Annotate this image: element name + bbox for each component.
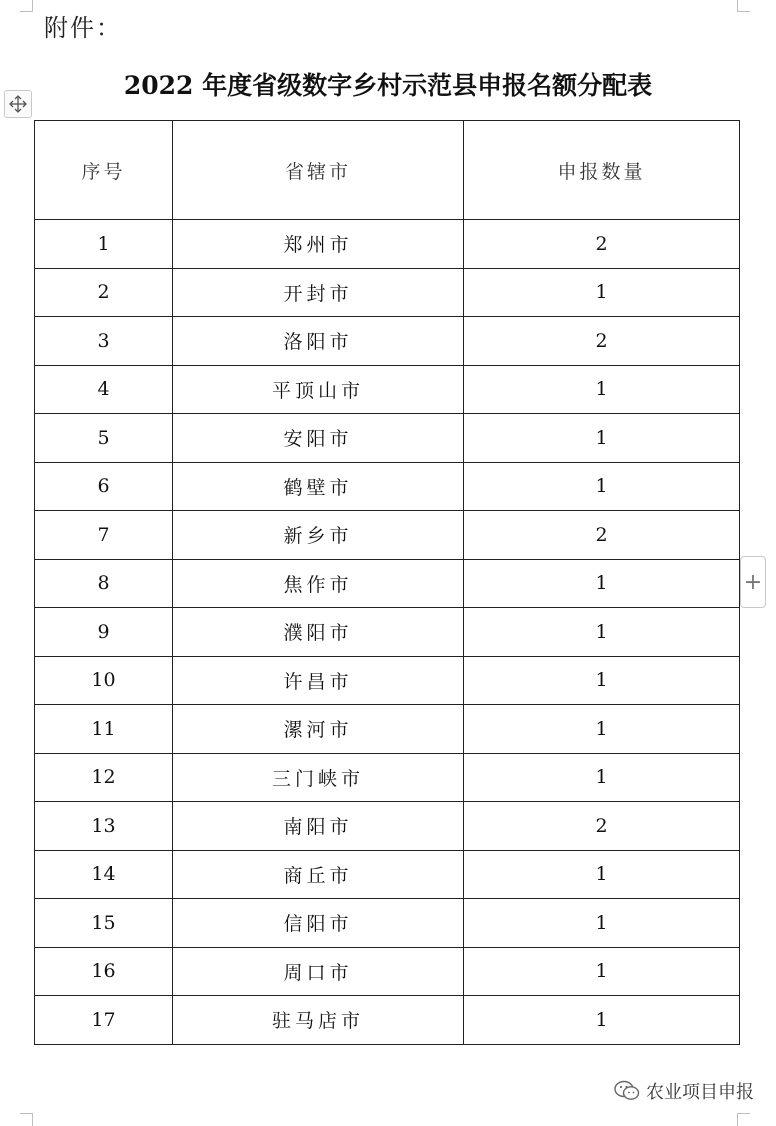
table-row (35, 996, 740, 1045)
table-row (35, 850, 740, 899)
add-row-button[interactable] (740, 556, 766, 608)
wechat-icon (614, 1080, 640, 1102)
cell-quota: 1 (464, 850, 740, 899)
cell-city: 周口市 (173, 947, 464, 996)
cell-no: 16 (35, 947, 173, 996)
cell-no: 15 (35, 899, 173, 948)
cell-no: 7 (35, 511, 173, 560)
cell-no: 11 (35, 705, 173, 754)
cell-quota: 1 (464, 996, 740, 1045)
cell-quota: 1 (464, 462, 740, 511)
table-row (35, 608, 740, 657)
attachment-label: 附件： (44, 14, 122, 42)
cell-quota: 1 (464, 705, 740, 754)
cell-quota: 1 (464, 947, 740, 996)
cell-no: 17 (35, 996, 173, 1045)
table-row (35, 559, 740, 608)
table-row (35, 317, 740, 366)
table-row (35, 268, 740, 317)
cell-no: 10 (35, 656, 173, 705)
cell-city: 商丘市 (173, 850, 464, 899)
cell-no: 4 (35, 365, 173, 414)
cell-quota: 1 (464, 656, 740, 705)
cell-city: 洛阳市 (173, 317, 464, 366)
cell-quota: 1 (464, 559, 740, 608)
table-row (35, 705, 740, 754)
table-row (35, 414, 740, 463)
cell-city: 南阳市 (173, 802, 464, 851)
cell-no: 3 (35, 317, 173, 366)
cell-quota: 2 (464, 802, 740, 851)
cell-quota: 1 (464, 414, 740, 463)
cell-quota: 1 (464, 268, 740, 317)
cell-quota: 1 (464, 899, 740, 948)
page-corner-mark (20, 1113, 33, 1126)
table-move-handle[interactable] (4, 90, 32, 118)
cell-no: 14 (35, 850, 173, 899)
cell-no: 1 (35, 220, 173, 269)
cell-no: 12 (35, 753, 173, 802)
table-row (35, 899, 740, 948)
watermark-text: 农业项目申报 (646, 1082, 754, 1103)
cell-city: 鹤壁市 (173, 462, 464, 511)
cell-quota: 2 (464, 220, 740, 269)
move-arrows-icon (8, 94, 28, 114)
cell-no: 13 (35, 802, 173, 851)
cell-city: 安阳市 (173, 414, 464, 463)
cell-no: 5 (35, 414, 173, 463)
table-row (35, 365, 740, 414)
table-row (35, 220, 740, 269)
table-row (35, 947, 740, 996)
page-corner-mark (737, 1113, 750, 1126)
column-header-no: 序号 (35, 121, 173, 220)
cell-city: 开封市 (173, 268, 464, 317)
quota-table (34, 120, 740, 1045)
plus-icon: + (743, 569, 763, 595)
table-row (35, 753, 740, 802)
column-header-city: 省辖市 (173, 121, 464, 220)
watermark (614, 1078, 754, 1104)
cell-city: 三门峡市 (173, 753, 464, 802)
document-title: 2022 年度省级数字乡村示范县申报名额分配表 (123, 71, 653, 100)
table-header-row (35, 121, 740, 220)
cell-quota: 2 (464, 511, 740, 560)
table-row (35, 462, 740, 511)
cell-city: 驻马店市 (173, 996, 464, 1045)
cell-quota: 1 (464, 365, 740, 414)
table-row (35, 802, 740, 851)
page-corner-mark (20, 0, 33, 12)
cell-no: 9 (35, 608, 173, 657)
cell-city: 濮阳市 (173, 608, 464, 657)
cell-no: 6 (35, 462, 173, 511)
cell-city: 许昌市 (173, 656, 464, 705)
cell-city: 漯河市 (173, 705, 464, 754)
cell-quota: 1 (464, 753, 740, 802)
cell-city: 新乡市 (173, 511, 464, 560)
cell-city: 平顶山市 (173, 365, 464, 414)
cell-no: 8 (35, 559, 173, 608)
cell-quota: 2 (464, 317, 740, 366)
table-row (35, 511, 740, 560)
table-row (35, 656, 740, 705)
column-header-quota: 申报数量 (464, 121, 740, 220)
cell-no: 2 (35, 268, 173, 317)
cell-quota: 1 (464, 608, 740, 657)
cell-city: 信阳市 (173, 899, 464, 948)
cell-city: 郑州市 (173, 220, 464, 269)
page-corner-mark (737, 0, 750, 12)
cell-city: 焦作市 (173, 559, 464, 608)
